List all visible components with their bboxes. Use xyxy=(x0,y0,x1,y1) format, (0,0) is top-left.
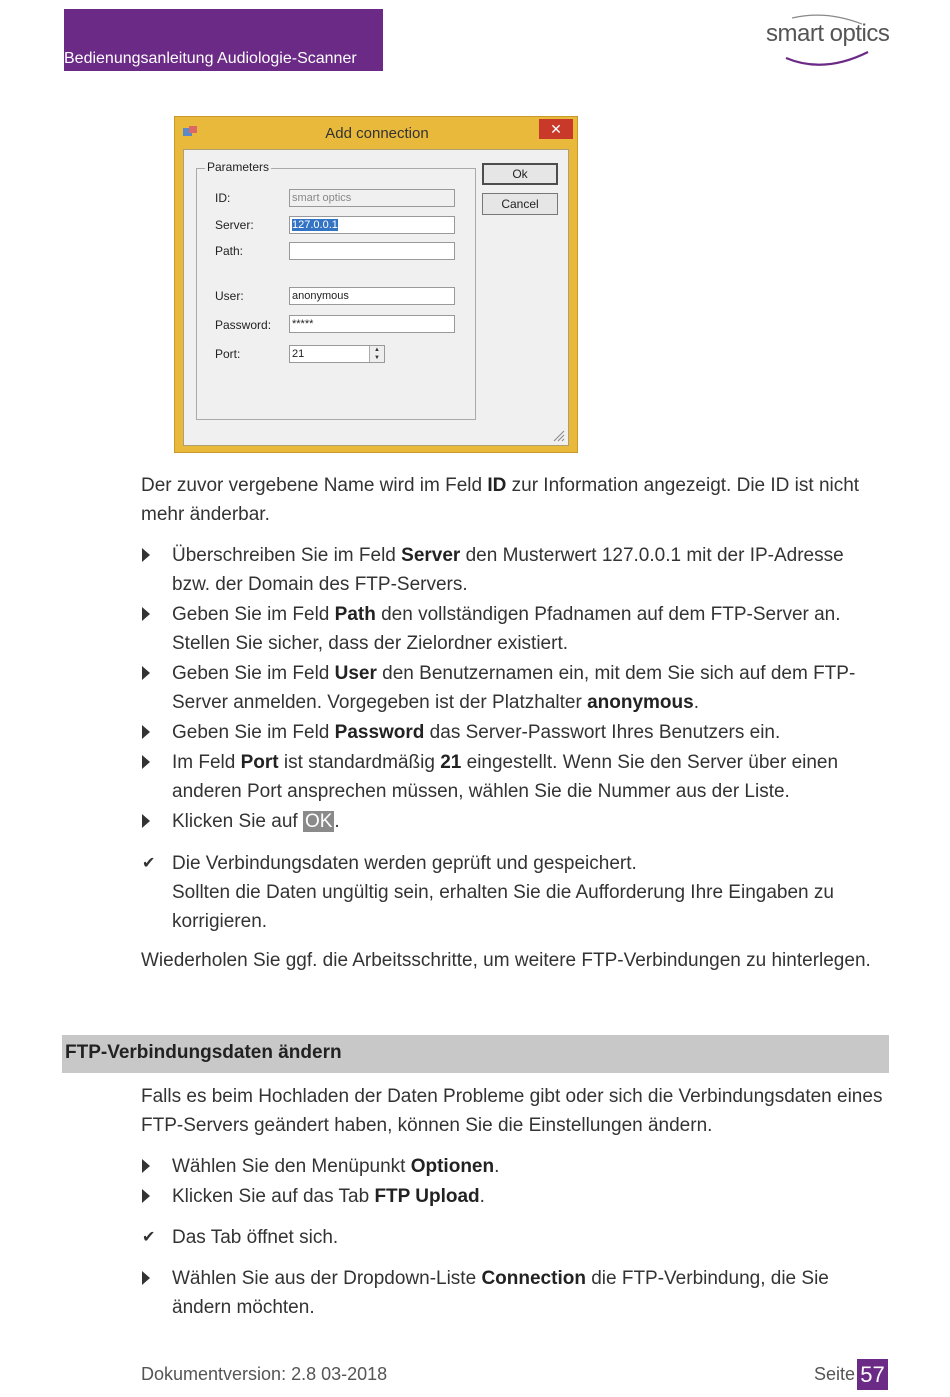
server-field[interactable] xyxy=(289,216,455,234)
add-connection-dialog xyxy=(174,116,578,453)
section-header xyxy=(62,1035,889,1073)
logo-text: smart optics xyxy=(766,20,890,47)
dialog-title: Add connection xyxy=(325,125,429,142)
server-value: 127.0.0.1 xyxy=(292,219,338,231)
spin-up-icon[interactable]: ▲ xyxy=(374,347,380,353)
id-field: smart optics xyxy=(289,189,455,207)
result-line-2: Sollten die Daten ungültig sein, erhalten Sie die Aufforderung Ihre Eingaben zu xyxy=(172,882,834,903)
step-ftp-tab: Klicken Sie auf das Tab FTP Upload. xyxy=(172,1186,485,1207)
step-connection-cont: ändern möchten. xyxy=(172,1297,315,1318)
intro-line-1: Der zuvor vergebene Name wird im Feld ID zur Information angezeigt. Die ID ist nicht xyxy=(141,475,860,496)
step-arrow-icon xyxy=(142,665,152,681)
section-intro-2: FTP-Servers geändert haben, können Sie die Einstellungen ändern. xyxy=(141,1115,713,1136)
id-label: ID: xyxy=(215,191,231,205)
step-arrow-icon xyxy=(142,754,152,770)
result-line-1: Die Verbindungsdaten werden geprüft und gespeichert. xyxy=(172,853,637,874)
page-number: 57 xyxy=(857,1359,888,1390)
password-label: Password: xyxy=(215,318,272,332)
port-spin-buttons[interactable] xyxy=(369,346,384,362)
path-field[interactable] xyxy=(289,242,455,260)
header-title: Bedienungsanleitung Audiologie-Scanner xyxy=(64,50,357,67)
section-intro-1: Falls es beim Hochladen der Daten Probleme gibt oder sich die Verbindungsdaten eines xyxy=(141,1086,883,1107)
step-click-ok: Klicken Sie auf OK . xyxy=(172,811,340,832)
step-arrow-icon xyxy=(142,724,152,740)
step-arrow-icon xyxy=(142,606,152,622)
result-tab-opens: Das Tab öffnet sich. xyxy=(172,1227,339,1248)
cancel-button[interactable]: Cancel xyxy=(482,193,558,215)
server-label: Server: xyxy=(215,218,254,232)
step-server-cont: bzw. der Domain des FTP-Servers. xyxy=(172,574,468,595)
port-value: 21 xyxy=(292,348,305,360)
step-arrow-icon xyxy=(142,1188,152,1204)
step-path: Geben Sie im Feld Path den vollständigen Pfadnamen auf dem FTP-Server an. xyxy=(172,604,841,625)
step-user: Geben Sie im Feld User den Benutzernamen ein, mit dem Sie sich auf dem FTP- xyxy=(172,663,856,684)
resize-grip-icon[interactable] xyxy=(551,428,565,442)
port-stepper[interactable] xyxy=(289,345,385,363)
step-arrow-icon xyxy=(142,813,152,829)
step-password: Geben Sie im Feld Password das Server-Passwort Ihres Benutzers ein. xyxy=(172,722,781,743)
ok-button[interactable]: Ok xyxy=(482,163,558,185)
port-label: Port: xyxy=(215,347,241,361)
ok-highlight: OK xyxy=(304,811,333,832)
password-field[interactable]: ***** xyxy=(289,315,455,333)
step-arrow-icon xyxy=(142,547,152,563)
brand-logo xyxy=(764,14,888,70)
intro-line-2: mehr änderbar. xyxy=(141,504,270,525)
step-arrow-icon xyxy=(142,1158,152,1174)
section-title: FTP-Verbindungsdaten ändern xyxy=(65,1042,342,1063)
page-label: Seite xyxy=(814,1364,856,1384)
user-field[interactable]: anonymous xyxy=(289,287,455,305)
check-icon: ✔ xyxy=(142,1229,156,1246)
result-line-3: korrigieren. xyxy=(172,911,268,932)
repeat-note: Wiederholen Sie ggf. die Arbeitsschritte, um weitere FTP-Verbindungen zu hinterlegen. xyxy=(141,950,871,971)
check-icon: ✔ xyxy=(142,855,156,872)
logo-swoosh-icon xyxy=(764,14,888,70)
spin-down-icon[interactable]: ▼ xyxy=(374,355,380,361)
user-label: User: xyxy=(215,289,244,303)
step-port: Im Feld Port ist standardmäßig 21 eingestellt. Wenn Sie den Server über einen xyxy=(172,752,839,773)
close-button[interactable]: ✕ xyxy=(539,119,573,139)
path-label: Path: xyxy=(215,244,244,258)
step-connection: Wählen Sie aus der Dropdown-Liste Connection die FTP-Verbindung, die Sie xyxy=(172,1268,829,1289)
document-version: Dokumentversion: 2.8 03-2018 xyxy=(141,1364,388,1384)
step-options: Wählen Sie den Menüpunkt Optionen. xyxy=(172,1156,500,1177)
group-label: Parameters xyxy=(207,160,270,174)
step-port-cont: anderen Port ansprechen müssen, wählen Sie die Nummer aus der Liste. xyxy=(172,781,790,802)
parameters-group xyxy=(196,160,476,420)
step-user-cont: Server anmelden. Vorgegeben ist der Platzhalter anonymous. xyxy=(172,692,699,713)
step-server: Überschreiben Sie im Feld Server den Musterwert 127.0.0.1 mit der IP-Adresse xyxy=(172,545,844,566)
dialog-client-area xyxy=(183,149,569,446)
step-path-cont: Stellen Sie sicher, dass der Zielordner existiert. xyxy=(172,633,569,654)
step-arrow-icon xyxy=(142,1270,152,1286)
